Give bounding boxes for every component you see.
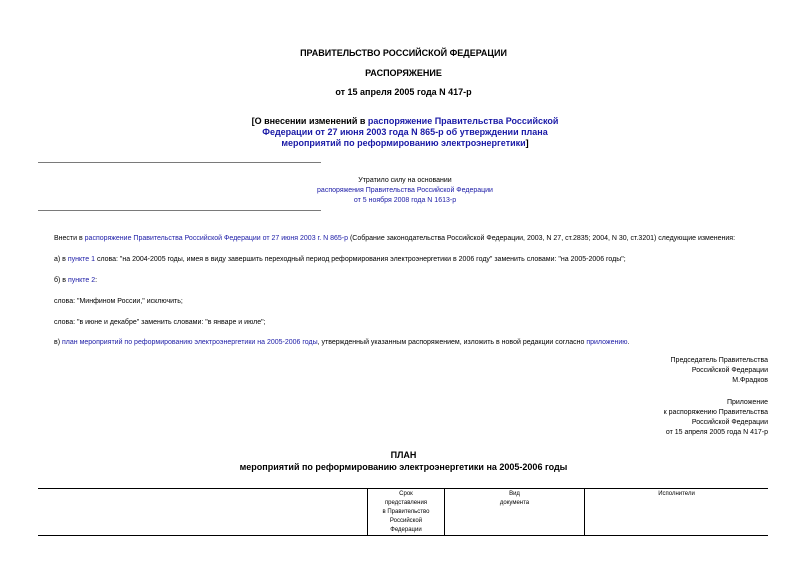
paragraph-b2: слова: "в июне и декабре" заменить словами: "в январе и июле"; [54, 319, 266, 326]
repealing-order-line2: от 5 ноября 2008 года N 1613-р [353, 197, 457, 204]
item-2-link[interactable]: пункте 2 [67, 277, 96, 284]
document-title [250, 116, 560, 149]
plan-link[interactable]: план мероприятий по реформированию электроэнергетики на 2005-2006 годы [62, 339, 318, 346]
plan-title: ПЛАН [390, 450, 417, 460]
intro-suffix: (Собрание законодательства Российской Федерации, 2003, N 27, ст.2835; 2004, N 30, ст.3201) следующие изменения: [348, 235, 736, 242]
paragraph-v [54, 338, 774, 348]
doc-line1: Вид [509, 491, 520, 497]
table-header-row [38, 488, 768, 535]
appendix-block [568, 398, 768, 438]
col-executors: Исполнители [585, 488, 769, 535]
title-prefix: [О внесении изменений в [251, 116, 368, 126]
signature-position: Председатель Правительства [670, 357, 768, 364]
deadline-line1: Срок [399, 491, 413, 497]
title-suffix: ] [525, 138, 529, 148]
appendix-link[interactable]: приложению [586, 339, 628, 346]
col-deadline [368, 488, 445, 535]
doc-line2: документа [499, 500, 530, 506]
document-date-number: от 15 апреля 2005 года N 417-р [335, 87, 472, 97]
document-type: РАСПОРЯЖЕНИЕ [365, 68, 442, 78]
appendix-country: Российской Федерации [691, 419, 768, 426]
deadline-line5: Федерации [390, 527, 422, 533]
pa-prefix: а) в [54, 256, 68, 263]
appendix-label: Приложение [726, 399, 768, 406]
signature-name: М.Фрадков [732, 377, 768, 384]
paragraph-b1: слова: "Минфином России," исключить; [54, 298, 183, 305]
table-bottom-border [38, 535, 768, 536]
plan-subtitle: мероприятий по реформированию электроэнергетики на 2005-2006 годы [239, 462, 568, 472]
pa-suffix: слова: "на 2004-2005 годы, имея в виду завершить переходный период реформирования электроэнергетики в 2006 году" заменить словами: "на 2005-2006 годы"; [95, 256, 626, 263]
pv-prefix: в) [54, 339, 62, 346]
divider-bottom [38, 210, 321, 211]
signature-block [568, 356, 768, 386]
deadline-line3: в Правительство [382, 509, 430, 515]
repealing-order-line1: распоряжения Правительства Российской Федерации [317, 187, 493, 194]
intro-prefix: Внести в [54, 235, 85, 242]
status-note [250, 176, 560, 206]
item-1-link[interactable]: пункте 1 [67, 256, 95, 263]
pv-suffix: . [627, 339, 630, 346]
pv-middle: , утвержденный указанным распоряжением, изложить в новой редакции согласно [317, 339, 587, 346]
col-measures [38, 488, 368, 535]
pb-prefix: б) в [54, 277, 68, 284]
appendix-ref: к распоряжению Правительства [663, 409, 768, 416]
paragraph-b [54, 276, 774, 286]
signature-country: Российской Федерации [691, 367, 768, 374]
deadline-line4: Российской [389, 518, 423, 524]
divider-top [38, 162, 321, 163]
col-document [445, 488, 585, 535]
status-line: Утратило силу на основании [358, 177, 452, 184]
paragraph-intro [54, 234, 774, 244]
pb-suffix: : [95, 277, 98, 284]
order-865-link[interactable]: распоряжение Правительства Российской Федерации от 27 июня 2003 г. N 865-р [84, 235, 349, 242]
appendix-date: от 15 апреля 2005 года N 417-р [665, 429, 768, 436]
deadline-line2: представления [384, 500, 428, 506]
government-heading: ПРАВИТЕЛЬСТВО РОССИЙСКОЙ ФЕДЕРАЦИИ [300, 48, 507, 58]
repealing-order-link[interactable] [250, 186, 560, 206]
plan-table [38, 488, 768, 535]
amended-order-link[interactable]: распоряжение Правительства Российской Федерации от 27 июня 2003 года N 865-р об утверждении плана мероприятий по реформированию электроэнергетики [262, 116, 559, 148]
paragraph-a [54, 255, 774, 265]
